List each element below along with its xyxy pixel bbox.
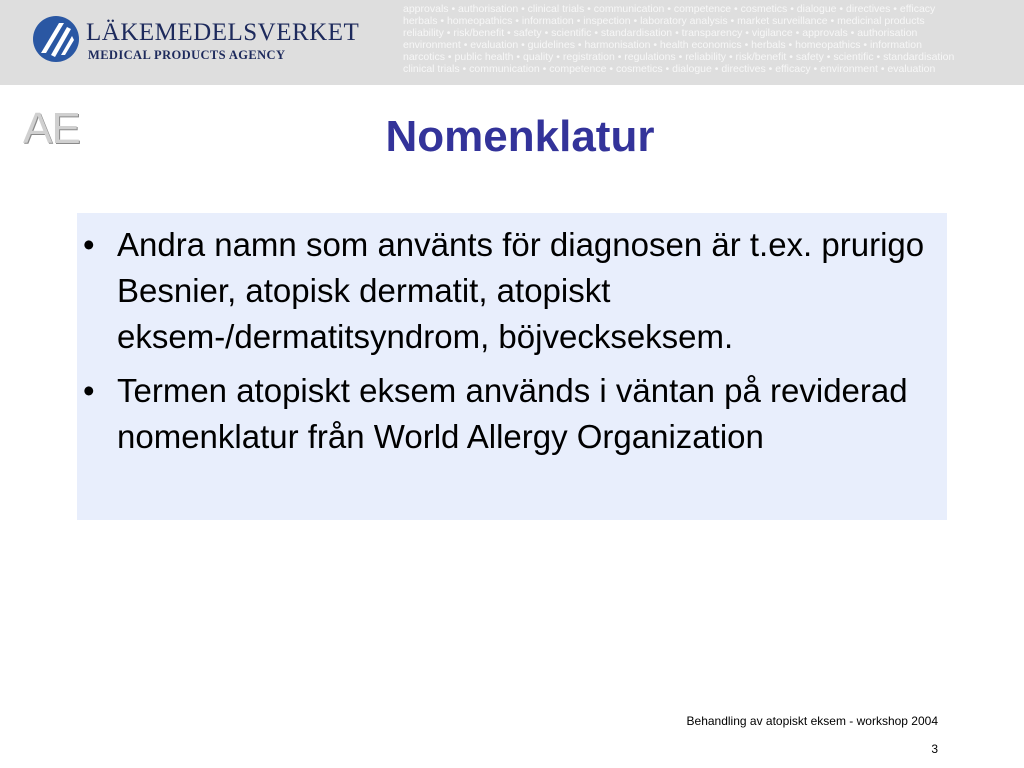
- logo-emblem-icon: [32, 15, 80, 63]
- bullet-icon: •: [83, 226, 95, 263]
- keyword-line: narcotics • public health • quality • registration • regulations • reliability • risk/benefit • safety • scientific • standardisation: [403, 51, 955, 63]
- logo-subtitle: MEDICAL PRODUCTS AGENCY: [88, 48, 286, 62]
- bullet-list: [83, 222, 943, 468]
- agency-logo: [32, 15, 360, 67]
- keyword-line: clinical trials • communication • competence • cosmetics • dialogue • directives • efficacy • environment • evaluation: [403, 63, 936, 75]
- keyword-line: environment • evaluation • guidelines • harmonisation • health economics • herbals • homeopathics • information: [403, 39, 922, 51]
- logo-name: LÄKEMEDELSVERKET: [86, 19, 360, 46]
- bullet-item: [83, 368, 943, 460]
- slide-title: Nomenklatur: [385, 112, 655, 161]
- page-number: 3: [931, 742, 938, 756]
- bullet-item: [83, 222, 943, 360]
- keyword-line: approvals • authorisation • clinical trials • communication • competence • cosmetics • dialogue • directives • efficacy: [403, 3, 936, 15]
- header-band: [0, 0, 1024, 85]
- content-box: [77, 213, 947, 520]
- bullet-icon: •: [83, 372, 95, 409]
- keyword-line: herbals • homeopathics • information • inspection • laboratory analysis • market surveillance • medicinal products: [403, 15, 925, 27]
- footer-text: Behandling av atopiskt eksem - workshop 2004: [686, 714, 938, 728]
- corner-mark: AE: [23, 104, 80, 153]
- bullet-text: Termen atopiskt eksem används i väntan på reviderad nomenklatur från World Allergy Organization: [117, 372, 908, 455]
- keyword-watermark: [403, 3, 1024, 75]
- keyword-line: reliability • risk/benefit • safety • scientific • standardisation • transparency • vigilance • approvals • authorisation: [403, 27, 918, 39]
- bullet-text: Andra namn som använts för diagnosen är t.ex. prurigo Besnier, atopisk dermatit, atopiskt eksem-/dermatitsyndrom, böjveckseksem.: [117, 226, 925, 355]
